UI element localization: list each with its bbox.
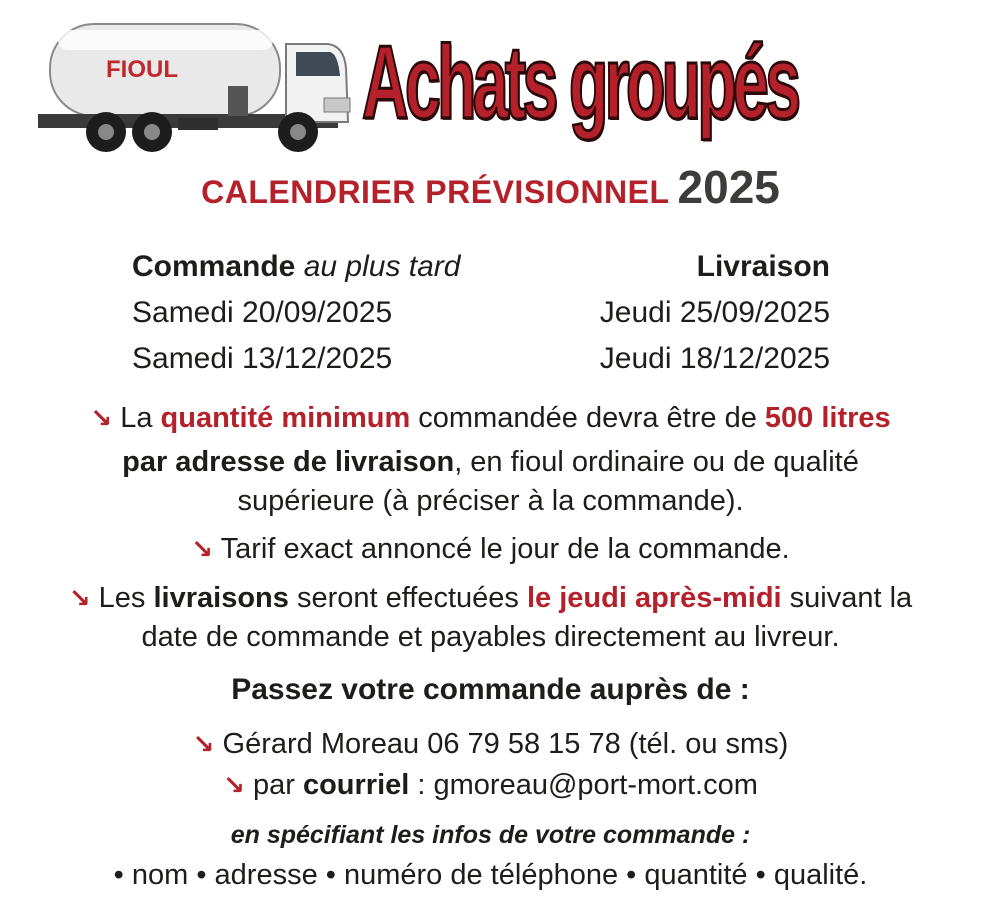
tariff-paragraph — [0, 529, 981, 569]
schedule-table — [132, 244, 830, 382]
text: seront effectuées — [288, 582, 527, 614]
arrow-icon: ↘ — [223, 770, 245, 800]
contact-email — [0, 765, 981, 805]
schedule-row — [132, 336, 830, 382]
page-title: Achats groupés — [362, 25, 798, 141]
contact-phone — [0, 724, 981, 764]
truck-label: FIOUL — [106, 56, 178, 83]
quantity-paragraph-line3: supérieure (à préciser à la commande). — [237, 485, 744, 517]
highlight-min-quantity: quantité minimum — [160, 402, 411, 434]
order-column-header — [132, 244, 460, 290]
highlight-thursday: le jeudi après-midi — [526, 582, 782, 614]
schedule-row — [132, 290, 830, 336]
order-heading: Passez votre commande auprès de : — [231, 673, 750, 706]
quantity-paragraph-line2 — [0, 442, 981, 482]
calendar-year: 2025 — [677, 161, 780, 213]
calendar-label: CALENDRIER PRÉVISIONNEL — [201, 174, 670, 210]
order-header-italic: au plus tard — [303, 250, 461, 283]
schedule-header — [132, 244, 830, 290]
text: La — [120, 402, 161, 434]
delivery-date: Jeudi 25/09/2025 — [599, 296, 830, 329]
order-info-note: en spécifiant les infos de votre commande : — [230, 821, 751, 849]
order-info-list: • nom • adresse • numéro de téléphone • quantité • qualité. — [113, 859, 868, 891]
delivery-column-header: Livraison — [696, 250, 830, 283]
calendar-subtitle — [0, 160, 981, 212]
email-address[interactable]: : gmoreau@port-mort.com — [409, 769, 758, 801]
highlight-livraisons: livraisons — [153, 582, 289, 614]
text: , en fioul ordinaire ou de qualité — [454, 446, 859, 478]
arrow-icon: ↘ — [68, 583, 91, 613]
arrow-icon: ↘ — [191, 534, 214, 564]
email-label: courriel — [302, 769, 410, 801]
highlight-address: par adresse de livraison — [122, 446, 455, 478]
order-date: Samedi 13/12/2025 — [132, 342, 393, 375]
quantity-paragraph — [0, 398, 981, 438]
order-header-bold: Commande — [132, 250, 296, 283]
arrow-icon: ↘ — [90, 403, 113, 433]
phone-note: (tél. ou sms) — [620, 728, 789, 760]
text: suivant la — [781, 582, 913, 614]
delivery-date: Jeudi 18/12/2025 — [599, 342, 830, 375]
highlight-500-litres: 500 litres — [764, 402, 891, 434]
text: commandée devra être de — [410, 402, 765, 434]
delivery-paragraph-line2: date de commande et payables directement au livreur. — [141, 621, 840, 653]
text: par — [252, 769, 303, 801]
text: Les — [98, 582, 154, 614]
contact-name-phone[interactable]: Gérard Moreau 06 79 58 15 78 — [222, 728, 621, 760]
fuel-truck-icon — [28, 14, 358, 164]
delivery-paragraph — [0, 578, 981, 618]
tariff-text: Tarif exact annoncé le jour de la commande. — [220, 533, 790, 565]
order-date: Samedi 20/09/2025 — [132, 296, 393, 329]
arrow-icon: ↘ — [192, 729, 215, 759]
